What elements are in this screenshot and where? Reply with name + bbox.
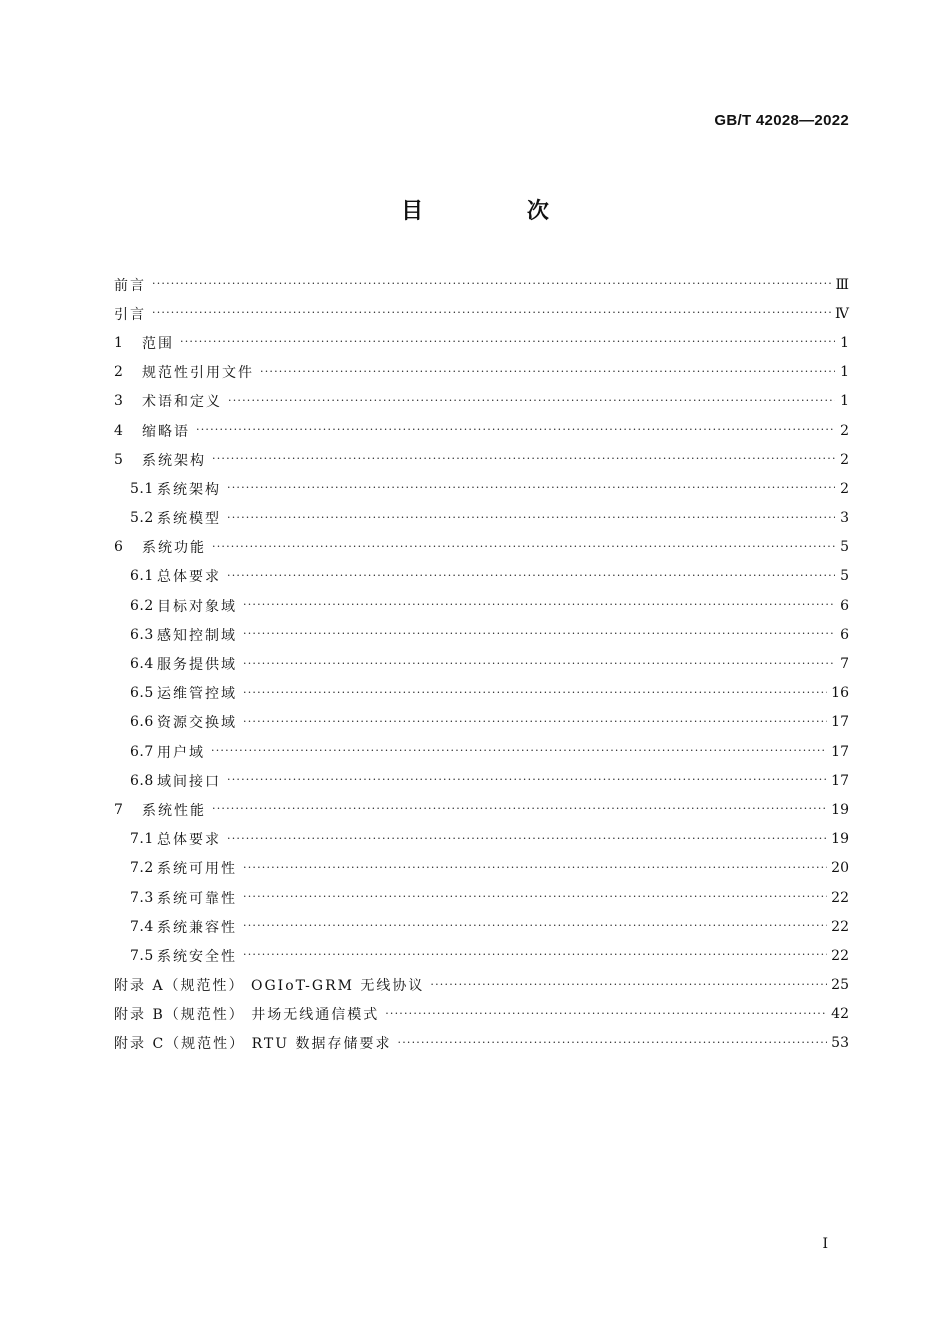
toc-leader-dots [212,802,827,815]
toc-entry-number: 7 [114,801,124,818]
toc-entry-page: 2 [840,451,849,468]
toc-entry[interactable] [114,883,849,912]
toc-leader-dots [228,394,835,407]
toc-entry-number: 5.2 [130,510,154,527]
toc-entry-title: 系统可用性 [157,861,237,878]
toc-entry-title: 前言 [114,277,146,294]
toc-entry-title: 系统可靠性 [157,890,237,907]
toc-entry[interactable] [114,562,849,591]
toc-leader-dots [243,715,827,728]
toc-leader-dots [243,948,827,961]
toc-leader-dots [243,890,827,903]
toc-leader-dots [243,598,835,611]
toc-entry-number: 6.3 [130,626,154,643]
toc-entry-page: Ⅳ [835,305,849,322]
toc-entry[interactable] [114,649,849,678]
toc-entry[interactable] [114,416,849,445]
toc-leader-dots [227,832,827,845]
toc-entry[interactable] [114,620,849,649]
toc-entry[interactable] [114,358,849,387]
toc-entry-page: 19 [831,831,849,848]
toc-entry-title: 感知控制域 [157,627,237,644]
toc-entry[interactable] [114,825,849,854]
toc-entry[interactable] [114,299,849,328]
toc-entry-page: 19 [831,801,849,818]
page-title: 目 次 [401,199,597,224]
toc-entry-page: 7 [840,656,849,673]
toc-entry-number: 6.5 [130,685,154,702]
toc-entry-number: 7.2 [130,860,154,877]
toc-leader-dots [227,569,835,582]
toc-leader-dots [227,773,827,786]
toc-entry-title: 规范性引用文件 [142,365,254,382]
toc-entry-number: 6.7 [130,743,154,760]
toc-entry[interactable] [114,941,849,970]
toc-entry-page: 16 [831,685,849,702]
toc-entry[interactable] [114,737,849,766]
toc-leader-dots [243,919,827,932]
toc-entry-page: 1 [840,364,849,381]
toc-leader-dots [260,365,835,378]
toc-entry-page: 20 [831,860,849,877]
toc-entry-page: 42 [831,1006,849,1023]
toc-leader-dots [227,481,835,494]
toc-entry[interactable] [114,591,849,620]
toc-entry-page: 22 [831,918,849,935]
toc-entry[interactable] [114,504,849,533]
toc-entry-page: 6 [840,626,849,643]
toc-entry-number: 6.4 [130,656,154,673]
toc-leader-dots [152,277,831,290]
toc-entry[interactable] [114,1000,849,1029]
toc-entry-number: 7.5 [130,947,154,964]
toc-leader-dots [243,861,827,874]
toc-entry-page: 2 [840,480,849,497]
toc-entry-page: 5 [840,568,849,585]
toc-entry-number: 3 [114,393,124,410]
toc-entry-number: 5 [114,451,124,468]
toc-entry-title: 范围 [142,335,174,352]
toc-entry-number: 1 [114,334,124,351]
toc-leader-dots [398,1036,828,1049]
toc-entry-number: 6.2 [130,597,154,614]
table-of-contents [114,270,849,1058]
toc-entry[interactable] [114,912,849,941]
toc-entry-title: 附录 C（规范性） RTU 数据存储要求 [114,1036,392,1053]
standard-code: GB/T 42028—2022 [714,112,849,129]
toc-entry-title: 系统功能 [142,540,206,557]
toc-entry[interactable] [114,766,849,795]
toc-entry-title: 域间接口 [157,773,221,790]
toc-entry[interactable] [114,795,849,824]
toc-entry-title: 总体要求 [157,832,221,849]
toc-leader-dots [180,335,835,348]
toc-leader-dots [430,978,827,991]
toc-entry-number: 6.1 [130,568,154,585]
toc-leader-dots [385,1007,827,1020]
toc-entry-number: 4 [114,422,124,439]
toc-leader-dots [243,627,835,640]
toc-entry-page: 17 [831,772,849,789]
toc-entry-title: 资源交换域 [157,715,237,732]
toc-entry-title: 引言 [114,306,146,323]
toc-leader-dots [211,744,827,757]
toc-leader-dots [212,452,835,465]
toc-leader-dots [152,306,831,319]
toc-entry-title: 系统兼容性 [157,919,237,936]
toc-entry-title: 目标对象域 [157,598,237,615]
toc-entry-title: 系统安全性 [157,948,237,965]
toc-entry[interactable] [114,854,849,883]
toc-entry[interactable] [114,387,849,416]
toc-entry-page: 6 [840,597,849,614]
toc-entry-page: 17 [831,743,849,760]
toc-entry[interactable] [114,270,849,299]
toc-entry[interactable] [114,533,849,562]
toc-entry-number: 6.6 [130,714,154,731]
toc-entry-title: 术语和定义 [142,394,222,411]
toc-entry-page: 17 [831,714,849,731]
toc-entry[interactable] [114,445,849,474]
toc-entry-title: 系统性能 [142,802,206,819]
toc-entry-title: 用户域 [157,744,205,761]
toc-entry-page: 53 [831,1035,849,1052]
toc-leader-dots [212,540,835,553]
toc-entry-title: 缩略语 [142,423,190,440]
toc-entry-title: 附录 A（规范性） OGIoT-GRM 无线协议 [114,978,425,995]
toc-entry[interactable] [114,971,849,1000]
toc-entry-number: 6 [114,539,124,556]
toc-leader-dots [243,657,835,670]
toc-entry-page: 22 [831,947,849,964]
toc-entry-page: 25 [831,977,849,994]
toc-entry-title: 系统架构 [142,452,206,469]
toc-entry[interactable] [114,708,849,737]
toc-entry-title: 附录 B（规范性） 井场无线通信模式 [114,1007,380,1024]
toc-entry-page: 2 [840,422,849,439]
toc-entry-page: 1 [840,393,849,410]
toc-leader-dots [196,423,835,436]
toc-entry-title: 总体要求 [157,569,221,586]
toc-entry-page: 5 [840,539,849,556]
toc-entry-title: 服务提供域 [157,657,237,674]
toc-entry-number: 2 [114,364,124,381]
toc-leader-dots [227,511,835,524]
toc-entry-page: Ⅲ [835,276,849,293]
toc-entry-number: 7.4 [130,918,154,935]
toc-entry-title: 系统模型 [157,511,221,528]
toc-entry[interactable] [114,679,849,708]
toc-entry-number: 5.1 [130,480,154,497]
toc-entry-number: 7.1 [130,831,154,848]
toc-entry-page: 1 [840,334,849,351]
toc-leader-dots [243,686,827,699]
toc-entry[interactable] [114,328,849,357]
toc-entry-number: 7.3 [130,889,154,906]
toc-entry-page: 3 [840,510,849,527]
toc-entry-title: 系统架构 [157,481,221,498]
toc-entry[interactable] [114,474,849,503]
toc-entry-page: 22 [831,889,849,906]
footer-page-number: I [822,1236,828,1252]
toc-entry-title: 运维管控域 [157,686,237,703]
toc-entry-number: 6.8 [130,772,154,789]
toc-entry[interactable] [114,1029,849,1058]
